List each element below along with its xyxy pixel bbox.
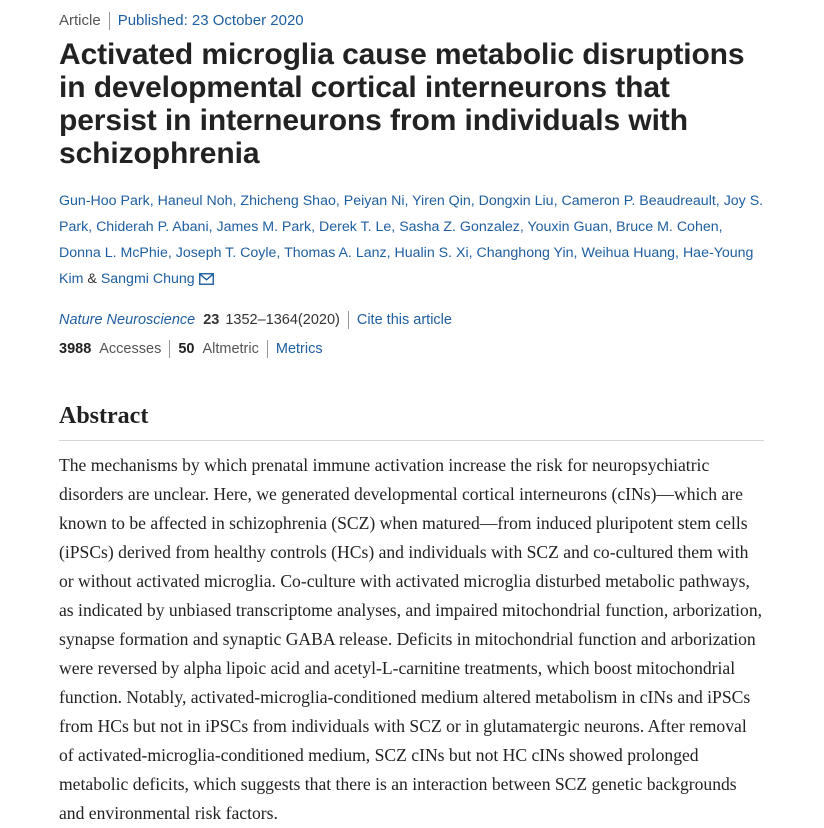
altmetric-label: Altmetric [202, 341, 259, 357]
divider [169, 340, 170, 358]
divider [267, 340, 268, 358]
article-metrics [59, 337, 764, 361]
section-divider [59, 440, 764, 441]
cite-this-article-link[interactable]: Cite this article [356, 312, 452, 328]
author-link[interactable]: Bruce M. Cohen [616, 219, 719, 235]
author-link[interactable]: Hae-Young Kim [59, 245, 754, 287]
author-link[interactable]: Weihua Huang [581, 245, 676, 261]
author-link[interactable]: Youxin Guan [527, 219, 609, 235]
author-link[interactable]: Joseph T. Coyle [175, 245, 277, 261]
published-date: Published: 23 October 2020 [117, 12, 304, 29]
author-link[interactable]: Chiderah P. Abani [96, 219, 209, 235]
citation-line [59, 308, 764, 332]
author-list: Gun-Hoo Park, Haneul Noh, Zhicheng Shao, Peiyan Ni, Yiren Qin, Dongxin Liu, Cameron P. Beaudreault, Joy S. Park, Chiderah P. Abani, James M. Park, Derek T. Le, Sasha Z. Gonzalez, Youxin Guan, Bruce M. Cohen, Donna L. McPhie, Joseph T. Coyle, Thomas A. Lanz, Hualin S. Xi, Changhong Yin, Weihua Huang, Hae-Young Kim & Sangmi Chung [59, 188, 764, 294]
author-link[interactable]: Yiren Qin [412, 193, 471, 209]
author-link[interactable]: Zhicheng Shao [240, 193, 336, 209]
altmetric-count: 50 [178, 341, 195, 357]
corresponding-author-link[interactable]: Sangmi Chung [100, 271, 195, 287]
accesses-count: 3988 [59, 341, 92, 357]
author-link[interactable]: Sasha Z. Gonzalez [399, 219, 520, 235]
article-type: Article [59, 12, 101, 29]
author-link[interactable]: Joy S. Park [59, 193, 764, 235]
author-link[interactable]: Hualin S. Xi [394, 245, 469, 261]
abstract-heading: Abstract [59, 403, 149, 429]
author-link[interactable]: Derek T. Le [319, 219, 392, 235]
divider [348, 311, 349, 329]
divider [109, 12, 110, 30]
author-link[interactable]: Changhong Yin [476, 245, 574, 261]
abstract-text: The mechanisms by which prenatal immune activation increase the risk for neuropsychiatric disorders are unclear. Here, we generated developmental cortical interneurons (cINs)—which are known to be affected in schizophrenia (SCZ) when matured—from induced pluripotent stem cells (iPSCs) derived from healthy controls (HCs) and individuals with SCZ and co-cultured them with or without activated microglia. Co-culture with activated microglia disturbed metabolic pathways, as indicated by unbiased transcriptome analyses, and impaired mitochondrial function, arborization, synapse formation and synaptic GABA release. Deficits in mitochondrial function and arborization were reversed by alpha lipoic acid and acetyl-L-carnitine treatments, which boost mitochondrial function. Notably, activated-microglia-conditioned medium altered metabolism in cINs and iPSCs from HCs but not in iPSCs from individuals with SCZ or in glutamatergic neurons. After removal of activated-microglia-conditioned medium, SCZ cINs but not HC cINs showed prolonged metabolic deficits, which suggests that there is an interaction between SCZ genetic backgrounds and environmental risk factors. [59, 455, 763, 823]
accesses-label: Accesses [99, 341, 162, 357]
author-link[interactable]: Gun-Hoo Park [59, 193, 150, 209]
author-link[interactable]: Peiyan Ni [343, 193, 405, 209]
author-link[interactable]: Dongxin Liu [478, 193, 554, 209]
article-meta [59, 10, 764, 32]
envelope-icon[interactable] [199, 268, 214, 294]
journal-name[interactable]: Nature Neuroscience [59, 312, 196, 328]
journal-pages-year: 1352–1364(2020) [225, 312, 340, 328]
author-link[interactable]: Thomas A. Lanz [284, 245, 387, 261]
author-link[interactable]: Haneul Noh [157, 193, 233, 209]
metrics-link[interactable]: Metrics [275, 341, 323, 357]
article-title: Activated microglia cause metabolic disruptions in developmental cortical interneurons that persist in interneurons from individuals with schizophrenia [59, 38, 745, 170]
author-link[interactable]: Cameron P. Beaudreault [561, 193, 716, 209]
author-link[interactable]: James M. Park [216, 219, 312, 235]
author-link[interactable]: Donna L. McPhie [59, 245, 168, 261]
journal-volume: 23 [203, 312, 220, 328]
author-conjunction: & [87, 271, 97, 287]
